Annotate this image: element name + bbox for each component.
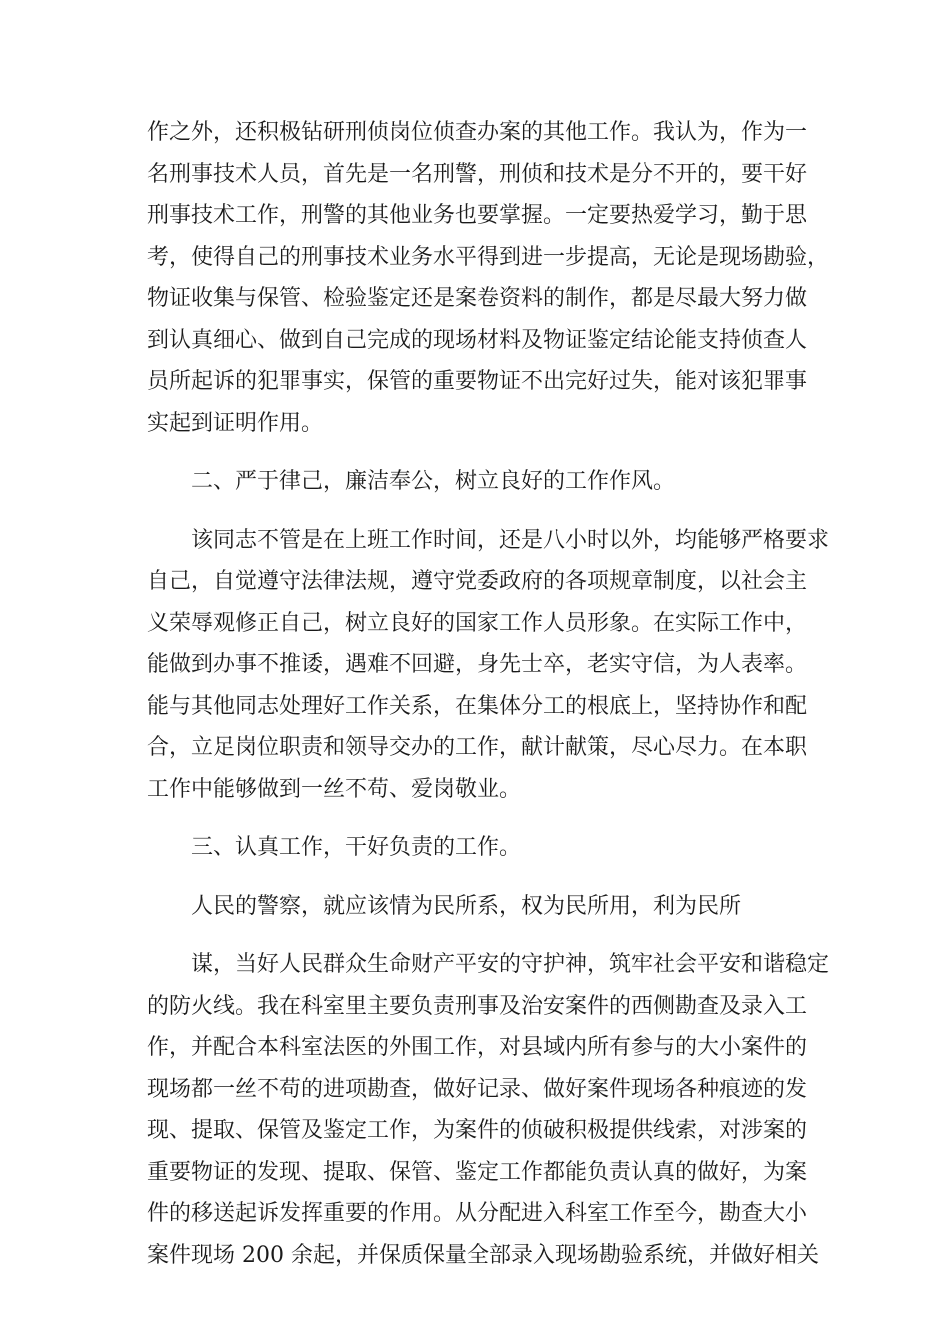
text-line: 自己，自觉遵守法律法规，遵守党委政府的各项规章制度，以社会主 xyxy=(147,569,808,594)
text-line: 重要物证的发现、提取、保管、鉴定工作都能负责认真的做好，为案 xyxy=(147,1159,808,1185)
text-line: 人民的警察，就应该情为民所系，权为民所用，利为民所 xyxy=(191,893,742,919)
text-line: 现场都一丝不苟的进项勘查，做好记录、做好案件现场各种痕迹的发 xyxy=(147,1076,808,1102)
text-line: 员所起诉的犯罪事实，保管的重要物证不出完好过失，能对该犯罪事 xyxy=(147,369,808,394)
text-line: 到认真细心、做到自己完成的现场材料及物证鉴定结论能支持侦查人 xyxy=(147,327,808,353)
section-heading-3 xyxy=(147,827,807,869)
heading-text: 三、认真工作，干好负责的工作。 xyxy=(191,835,522,860)
text-line: 案件现场 200 余起，并保质保量全部录入现场勘验系统，并做好相关 xyxy=(147,1242,819,1268)
paragraph-4 xyxy=(147,944,830,1276)
text-line: 该同志不管是在上班工作时间，还是八小时以外，均能够严格要求 xyxy=(191,527,830,553)
paragraph-1 xyxy=(147,112,830,444)
document-body xyxy=(147,112,830,1276)
paragraph-3 xyxy=(147,886,807,928)
text-line: 物证收集与保管、检验鉴定还是案卷资料的制作，都是尽最大努力做 xyxy=(147,286,808,311)
heading-text: 二、严于律己，廉洁奉公，树立良好的工作作风。 xyxy=(191,469,676,494)
text-line: 工作中能够做到一丝不苟、爱岗敬业。 xyxy=(147,776,522,802)
text-line: 件的移送起诉发挥重要的作用。从分配进入科室工作至今，勘查大小 xyxy=(147,1201,808,1226)
text-line: 作，并配合本科室法医的外围工作，对县域内所有参与的大小案件的 xyxy=(147,1035,808,1060)
text-line: 合，立足岗位职责和领导交办的工作，献计献策，尽心尽力。在本职 xyxy=(147,735,808,760)
text-line: 现、提取、保管及鉴定工作，为案件的侦破积极提供线索，对涉案的 xyxy=(147,1118,808,1143)
text-line: 作之外，还积极钻研刑侦岗位侦查办案的其他工作。我认为，作为一 xyxy=(147,120,808,145)
text-line: 实起到证明作用。 xyxy=(147,410,324,436)
text-line: 名刑事技术人员，首先是一名刑警，刑侦和技术是分不开的，要干好 xyxy=(147,161,808,187)
text-line: 的防火线。我在科室里主要负责刑事及治安案件的西侧勘查及录入工 xyxy=(147,993,808,1019)
text-line: 能与其他同志处理好工作关系，在集体分工的根底上，坚持协作和配 xyxy=(147,693,808,719)
text-line: 能做到办事不推诿，遇难不回避，身先士卒，老实守信，为人表率。 xyxy=(147,652,808,677)
section-heading-2 xyxy=(147,461,807,503)
paragraph-2 xyxy=(147,520,830,811)
text-line: 义荣辱观修正自己，树立良好的国家工作人员形象。在实际工作中， xyxy=(147,610,808,636)
text-line: 刑事技术工作，刑警的其他业务也要掌握。一定要热爱学习，勤于思 xyxy=(147,203,808,228)
text-line: 谋，当好人民群众生命财产平安的守护神，筑牢社会平安和谐稳定 xyxy=(191,952,830,977)
text-line: 考，使得自己的刑事技术业务水平得到进一步提高，无论是现场勘验， xyxy=(147,244,830,270)
